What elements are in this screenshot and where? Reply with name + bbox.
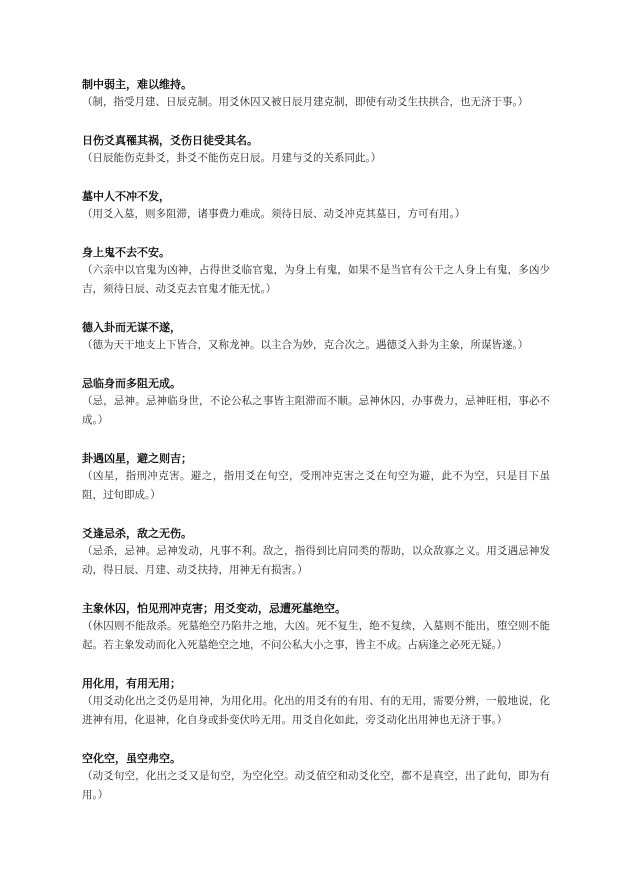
entry-heading: 卦遇凶星，避之则吉； (82, 452, 192, 465)
entry (82, 76, 550, 112)
entry-note: （德为天干地支上下皆合，又称龙神。以主合为妙，克合次之。遇德爻入卦为主象，所谋皆遂。） (82, 339, 529, 351)
entry-heading: 空化空，虽空弗空。 (82, 752, 181, 765)
entry-heading: 日伤爻真罹其祸，爻伤日徒受其名。 (82, 134, 258, 147)
entry (82, 525, 550, 580)
entry-note: （忌杀，忌神。忌神发动，凡事不利。敌之，指得到比肩同类的帮助，以众敌寡之义。用爻遇忌神发动，得日辰、月建、动爻扶持，用神无有损害。） (82, 545, 550, 576)
entry (82, 675, 550, 730)
entry (82, 244, 550, 299)
entry-heading: 主象休囚，怕见刑冲克害；用爻变动，忌遭死墓绝空。 (82, 602, 346, 615)
entry-note: （动爻旬空，化出之爻又是旬空，为空化空。动爻值空和动爻化空，都不是真空，出了此旬，即为有用。） (82, 770, 550, 801)
entry-heading: 用化用，有用无用； (82, 677, 181, 690)
entry (82, 375, 550, 430)
entry-note: （用爻入墓，则多阻滞，诸事费力难成。须待日辰、动爻冲克其墓日，方可有用。） (82, 208, 466, 220)
entry-note: （凶星，指刑冲克害。避之，指用爻在旬空，受刑冲克害之爻在旬空为避，此不为空，只是目下虽阻，过旬即成。） (82, 470, 550, 501)
text-body (82, 76, 550, 825)
entry-heading: 制中弱主，难以维持。 (82, 78, 192, 91)
entry-note: （制，指受月建、日辰克制。用爻休囚又被日辰月建克制，即使有动爻生扶拱合，也无济于事。） (82, 96, 529, 108)
entry-note: （休囚则不能敌杀。死墓绝空乃陷井之地，大凶。死不复生，绝不复续，入墓则不能出，堕空则不能起。若主象发动而化入死墓绝空之地，不问公私大小之事，皆主不成。占病逢之必死无疑。） (82, 620, 550, 651)
entry (82, 319, 550, 355)
entry-heading: 德入卦而无谋不遂， (82, 321, 181, 334)
entry (82, 600, 550, 655)
entry (82, 450, 550, 505)
entry-note: （用爻动化出之爻仍是用神，为用化用。化出的用爻有的有用、有的无用，需要分辨，一般地说，化进神有用，化退神，化自身或卦变伏吟无用。用爻自化如此，旁爻动化出用神也无济于事。） (82, 695, 550, 726)
entry-note: （六亲中以官鬼为凶神，占得世爻临官鬼，为身上有鬼，如果不是当官有公干之人身上有鬼，多凶少吉，须待日辰、动爻克去官鬼才能无忧。） (82, 264, 550, 295)
entry (82, 188, 550, 224)
entry-heading: 爻逢忌杀，敌之无伤。 (82, 527, 192, 540)
entry-heading: 忌临身而多阻无成。 (82, 377, 181, 390)
entry (82, 750, 550, 805)
entry-heading: 身上鬼不去不安。 (82, 246, 170, 259)
entry-heading: 墓中人不冲不发， (82, 190, 170, 203)
entry (82, 132, 550, 168)
entry-note: （日辰能伤克卦爻，卦爻不能伤克日辰。月建与爻的关系同此。） (82, 152, 382, 164)
entry-note: （忌，忌神。忌神临身世，不论公私之事皆主阻滞而不顺。忌神休囚，办事费力，忌神旺相，事必不成。） (82, 395, 550, 426)
